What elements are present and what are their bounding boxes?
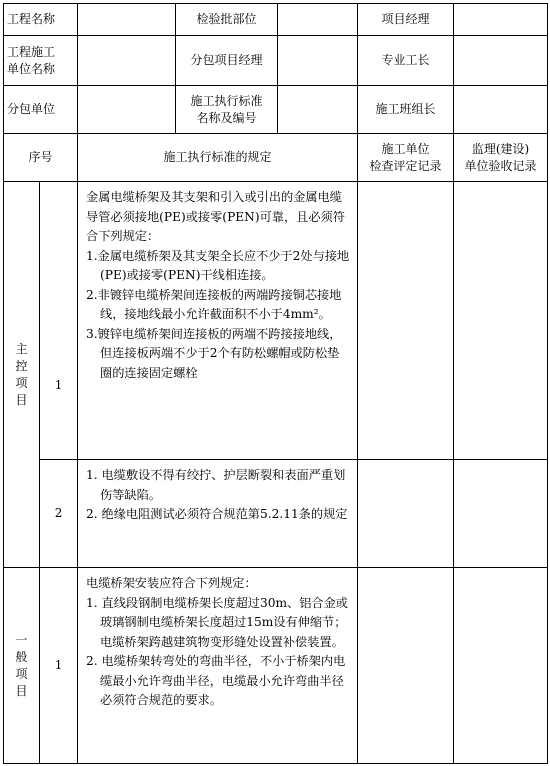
foreman-value[interactable]: [454, 36, 548, 86]
subcontractor-value[interactable]: [78, 86, 176, 134]
header-row-1: [4, 4, 548, 36]
self-check-header: [358, 134, 454, 182]
general-item-1-point-2: 2. 电缆桥架转弯处的弯曲半径，不小于桥架内电缆最小允许弯曲半径，电缆最小允许弯曲半径必须符合规范的要求。: [86, 654, 346, 707]
main-item-2-point-1: 1. 电缆敷设不得有绞拧、护层断裂和表面严重划伤等缺陷。: [86, 468, 346, 502]
standard-label-line1: 施工执行标准: [190, 93, 263, 108]
general-item-row-1: [4, 568, 548, 764]
main-item-1-point-2: 2.非镀锌电缆桥架间连接板的两端跨接铜芯接地线，接地线最小允许截面积不小于4mm²。: [86, 287, 342, 321]
main-item-1-intro: 金属电缆桥架及其支架和引入或引出的金属电缆导管必须接地(PE)或接零(PEN)可靠，且必须符合下列规定：: [86, 190, 345, 243]
project-name-label: 工程名称: [4, 4, 78, 36]
contractor-name-label: [4, 36, 78, 86]
supervision-header-line2: 单位验收记录: [464, 158, 537, 173]
column-header-row: [4, 134, 548, 182]
main-char-3: 目: [15, 392, 28, 407]
general-char-3: 目: [15, 683, 28, 698]
project-manager-label: 项目经理: [358, 4, 454, 36]
main-item-1-point-1: 1.金属电缆桥架及其支架全长应不少于2处与接地(PE)或接零(PEN)干线相连接。: [86, 248, 350, 282]
supervision-header-line1: 监理(建设): [471, 141, 530, 156]
project-name-value[interactable]: [78, 4, 176, 36]
general-item-1-no: 1: [40, 568, 78, 764]
inspection-location-value[interactable]: [278, 4, 358, 36]
foreman-label: 专业工长: [358, 36, 454, 86]
main-item-row-1: [4, 182, 548, 460]
main-char-0: 主: [15, 341, 28, 356]
inspection-location-label: 检验批部位: [176, 4, 278, 36]
standard-label: [176, 86, 278, 134]
general-item-1-supervision[interactable]: [454, 568, 548, 764]
seq-header: 序号: [4, 134, 78, 182]
general-item-1-spec: [78, 568, 358, 764]
main-char-2: 项: [15, 375, 28, 390]
main-item-1-self-check[interactable]: [358, 182, 454, 460]
main-item-2-supervision[interactable]: [454, 460, 548, 568]
main-item-1-spec: [78, 182, 358, 460]
main-item-2-point-2: 2. 绝缘电阻测试必须符合规范第5.2.11条的规定: [86, 507, 348, 521]
standard-label-line2: 名称及编号: [196, 110, 257, 125]
team-leader-label: 施工班组长: [358, 86, 454, 134]
general-char-2: 项: [15, 666, 28, 681]
subcontract-pm-label: 分包项目经理: [176, 36, 278, 86]
self-check-header-line2: 检查评定记录: [369, 158, 442, 173]
standard-value[interactable]: [278, 86, 358, 134]
general-char-1: 般: [15, 649, 28, 664]
main-char-1: 控: [15, 358, 28, 373]
project-manager-value[interactable]: [454, 4, 548, 36]
inspection-record-table: [3, 3, 548, 764]
subcontract-pm-value[interactable]: [278, 36, 358, 86]
main-item-1-supervision[interactable]: [454, 182, 548, 460]
contractor-name-label-line2: 单位名称: [7, 61, 56, 76]
main-item-row-2: [4, 460, 548, 568]
main-item-1-point-3: 3.镀锌电缆桥架间连接板的两端不跨接接地线，但连接板两端不少于2个有防松螺帽或防松垫圈的连接固定螺栓: [86, 326, 342, 380]
contractor-name-label-line1: 工程施工: [7, 44, 56, 59]
main-control-section-label: [4, 182, 40, 568]
main-item-1-no: 1: [40, 182, 78, 460]
self-check-header-line1: 施工单位: [381, 141, 430, 156]
team-leader-value[interactable]: [454, 86, 548, 134]
header-row-2: [4, 36, 548, 86]
subcontractor-label: 分包单位: [4, 86, 78, 134]
main-item-2-self-check[interactable]: [358, 460, 454, 568]
header-row-3: [4, 86, 548, 134]
supervision-header: [454, 134, 548, 182]
spec-header: 施工执行标准的规定: [78, 134, 358, 182]
general-item-1-intro: 电缆桥架安装应符合下列规定：: [86, 576, 257, 590]
general-char-0: 一: [15, 632, 28, 647]
general-item-1-self-check[interactable]: [358, 568, 454, 764]
general-section-label: [4, 568, 40, 764]
general-item-1-point-1: 1. 直线段钢制电缆桥架长度超过30m、铝合金或玻璃钢制电缆桥架长度超过15m设有伸缩节；电缆桥架跨越建筑物变形缝处设置补偿装置。: [86, 595, 348, 649]
main-item-2-spec: [78, 460, 358, 568]
main-item-2-no: 2: [40, 460, 78, 568]
contractor-name-value[interactable]: [78, 36, 176, 86]
